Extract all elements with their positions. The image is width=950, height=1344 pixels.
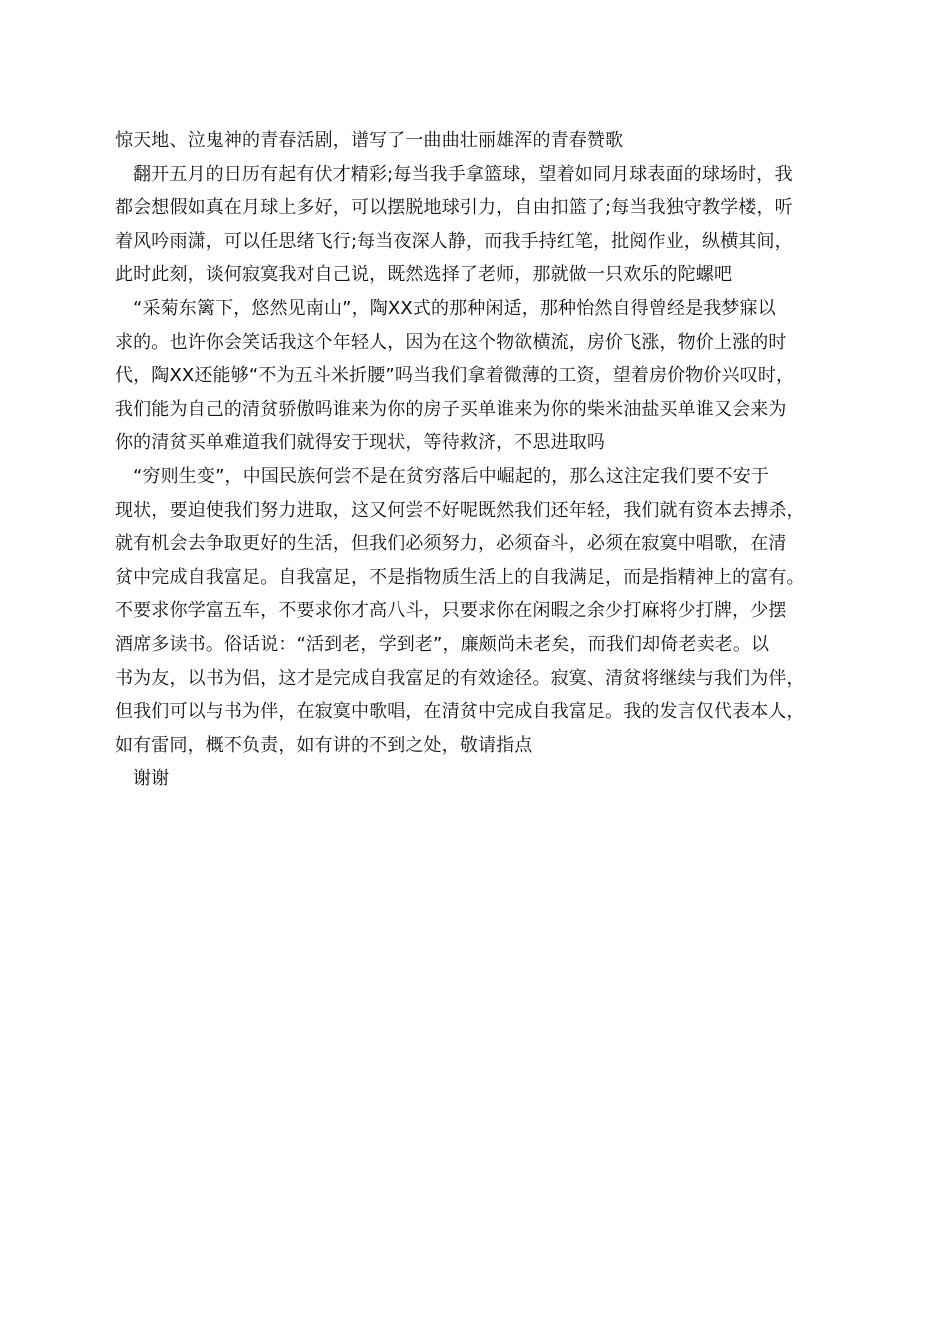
text-line: “穷则生变”，中国民族何尝不是在贫穷落后中崛起的，那么这注定我们要不安于 (133, 465, 770, 487)
text-line: 我们能为自己的清贫骄傲吗谁来为你的房子买单谁来为你的柴米油盐买单谁又会来为 (115, 398, 787, 420)
text-line: 贫中完成自我富足。自我富足，不是指物质生活上的自我满足，而是指精神上的富有。 (115, 566, 805, 588)
text-line: 如有雷同，概不负责，如有讲的不到之处，敬请指点 (115, 734, 533, 756)
document-body (115, 124, 850, 796)
text-line: 着风吟雨潇，可以任思绪飞行;每当夜深人静，而我手持红笔，批阅作业，纵横其间， (115, 230, 793, 252)
text-line: 酒席多读书。俗话说：“活到老，学到老”，廉颇尚未老矣，而我们却倚老卖老。以 (115, 633, 770, 655)
text-line: 此时此刻，谈何寂寞我对自己说，既然选择了老师，那就做一只欢乐的陀螺吧 (115, 264, 733, 286)
text-line: 就有机会去争取更好的生活，但我们必须努力，必须奋斗，必须在寂寞中唱歌，在清 (115, 533, 787, 555)
text-line: 现状，要迫使我们努力进取，这又何尝不好呢既然我们还年轻，我们就有资本去搏杀， (115, 499, 805, 521)
text-line: “采菊东篱下，悠然见南山”，陶XX式的那种闲适，那种怡然自得曾经是我梦寐以 (133, 297, 776, 319)
text-line: 求的。也许你会笑话我这个年轻人，因为在这个物欲横流，房价飞涨，物价上涨的时 (115, 331, 787, 353)
text-line: 但我们可以与书为伴，在寂寞中歌唱，在清贫中完成自我富足。我的发言仅代表本人， (115, 701, 805, 723)
text-line: 都会想假如真在月球上多好，可以摆脱地球引力，自由扣篮了;每当我独守教学楼，听 (115, 197, 793, 219)
text-line: 翻开五月的日历有起有伏才精彩;每当我手拿篮球，望着如同月球表面的球场时，我 (133, 163, 793, 185)
text-line: 谢谢 (133, 768, 170, 790)
text-line: 代，陶XX还能够“不为五斗米折腰”吗当我们拿着微薄的工资，望着房价物价兴叹时， (115, 365, 795, 387)
text-line: 书为友，以书为侣，这才是完成自我富足的有效途径。寂寞、清贫将继续与我们为伴， (115, 667, 805, 689)
text-line: 不要求你学富五车，不要求你才高八斗，只要求你在闲暇之余少打麻将少打牌，少摆 (115, 600, 787, 622)
text-line: 惊天地、泣鬼神的青春活剧，谱写了一曲曲壮丽雄浑的青春赞歌 (115, 130, 624, 151)
text-line: 你的清贫买单难道我们就得安于现状，等待救济，不思进取吗 (115, 432, 606, 454)
